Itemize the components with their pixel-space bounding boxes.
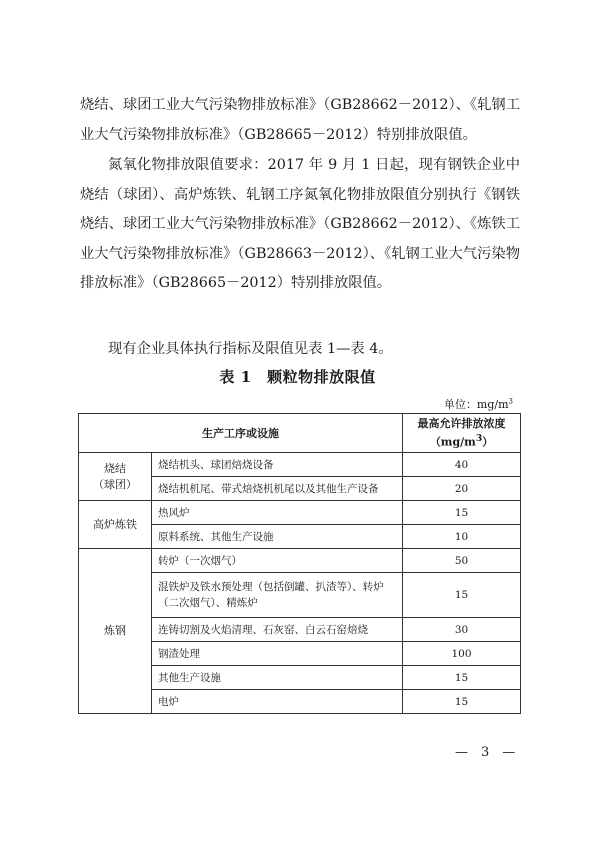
limit-cell: 50 [403, 549, 521, 573]
page-number: — 3 — [455, 745, 516, 760]
table-row [79, 549, 521, 573]
facility-cell: 烧结机机尾、带式焙烧机机尾以及其他生产设备 [152, 477, 403, 501]
limit-cell: 100 [403, 642, 521, 666]
unit-superscript: 3 [508, 397, 513, 406]
category-sintering [79, 453, 152, 501]
header-limit-line2: （mg/m [429, 435, 476, 449]
limit-cell: 15 [403, 501, 521, 525]
header-limit [403, 414, 521, 453]
table-header-row [79, 414, 521, 453]
facility-cell: 转炉（一次烟气） [152, 549, 403, 573]
facility-cell: 热风炉 [152, 501, 403, 525]
table-unit [444, 396, 513, 412]
table-title: 表 1 颗粒物排放限值 [219, 368, 376, 386]
limit-cell: 30 [403, 618, 521, 642]
category-ironmaking: 高炉炼铁 [79, 501, 152, 549]
facility-cell: 钢渣处理 [152, 642, 403, 666]
facility-cell: 混铁炉及铁水预处理（包括倒罐、扒渣等）、转炉（二次烟气）、精炼炉 [152, 573, 403, 618]
header-limit-close: ） [482, 435, 494, 449]
particulate-limits-table [78, 413, 521, 714]
limit-cell: 10 [403, 525, 521, 549]
limit-cell: 20 [403, 477, 521, 501]
header-limit-line1: 最高允许排放浓度 [417, 417, 506, 431]
paragraph-table-reference: 现有企业具体执行指标及限值见表 1—表 4。 [108, 341, 393, 357]
header-limit-superscript: 3 [475, 433, 483, 445]
facility-cell: 其他生产设施 [152, 666, 403, 690]
facility-cell: 连铸切割及火焰清理、石灰窑、白云石窑焙烧 [152, 618, 403, 642]
limit-cell: 15 [403, 666, 521, 690]
unit-text: 单位：mg/m [443, 398, 509, 411]
table-row [79, 453, 521, 477]
table-row [79, 501, 521, 525]
facility-cell: 烧结机头、球团焙烧设备 [152, 453, 403, 477]
paragraph-continuation: 烧结、球团工业大气污染物排放标准》（GB28662－2012）、《轧钢工业大气污染物排放标准》（GB28665－2012）特别排放限值。 [80, 97, 520, 143]
category-label: 烧结 [104, 461, 126, 475]
category-steelmaking: 炼钢 [79, 549, 152, 714]
limit-cell: 15 [403, 573, 521, 618]
limit-cell: 15 [403, 690, 521, 714]
header-process: 生产工序或设施 [79, 414, 403, 453]
limit-cell: 40 [403, 453, 521, 477]
category-sublabel: （球团） [93, 477, 137, 491]
paragraph-nox-limits: 氮氧化物排放限值要求：2017 年 9 月 1 日起，现有钢铁企业中烧结（球团）、高炉炼铁、轧钢工序氮氧化物排放限值分别执行《钢铁烧结、球团工业大气污染物排放标准》（GB28662－2012）、《炼铁工业大气污染物排放标准》（GB28663－2012）、《轧钢工业大气污染物排放标准》（GB28665－2012）特别排放限值。 [80, 157, 520, 292]
facility-cell: 原料系统、其他生产设施 [152, 525, 403, 549]
facility-cell: 电炉 [152, 690, 403, 714]
